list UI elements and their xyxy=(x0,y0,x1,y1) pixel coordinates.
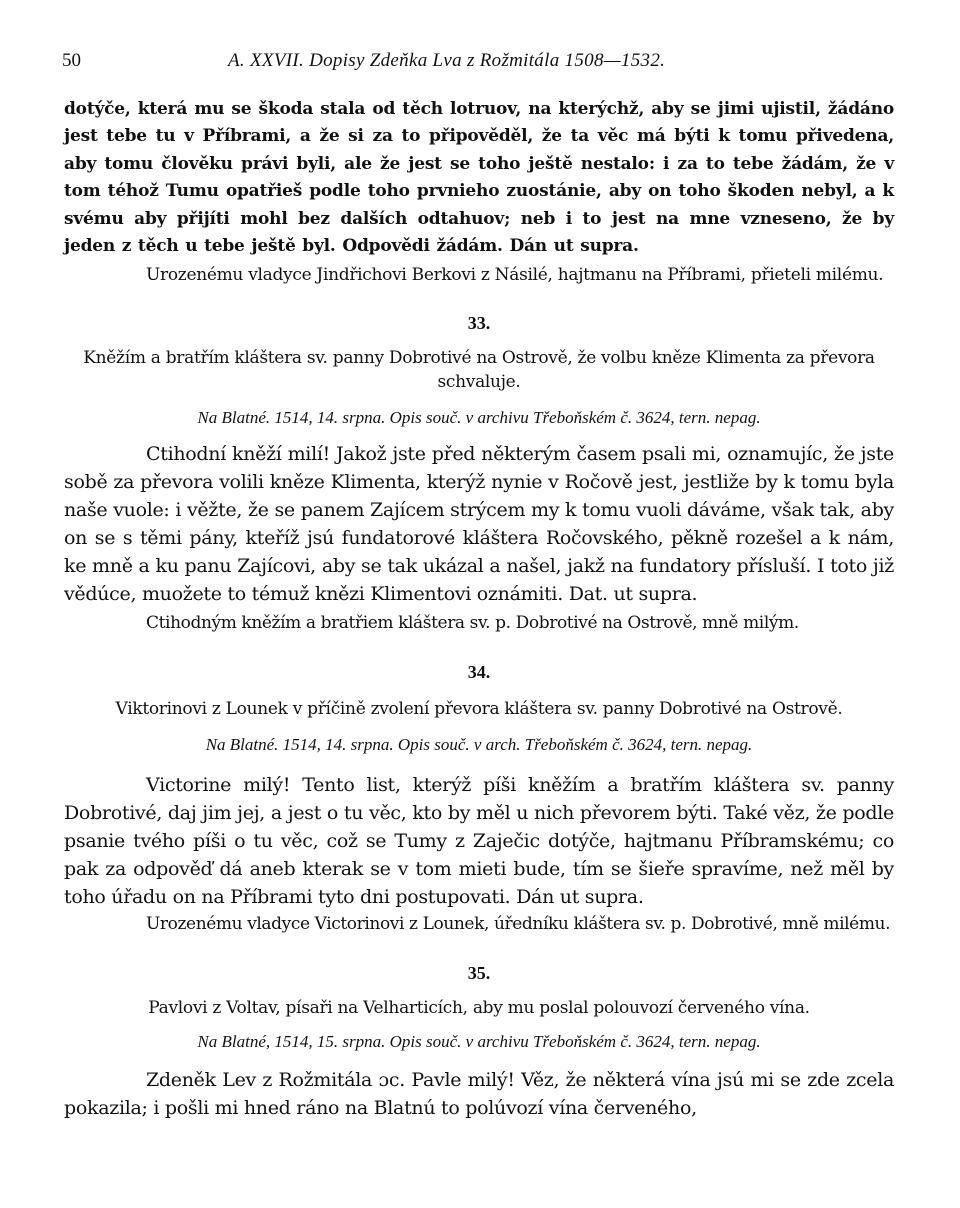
letter-address: Ctihodným kněžím a bratřiem kláštera sv. p. Dobrotivé na Ostrově, mně milým. xyxy=(146,613,799,634)
document-source: Na Blatné. 1514, 14. srpna. Opis souč. v archivu Třeboňském č. 3624, tern. nepag. xyxy=(197,408,761,428)
letter-text: Zdeněk Lev z Rožmitála ɔc. Pavle milý! Věz, že některá vína jsú mi se zde zcela pokazila; i pošli mi hned ráno na Blatnú to polúvozí vína červeného, xyxy=(64,1069,894,1120)
document-summary: Kněžím a bratřím kláštera sv. panny Dobrotivé na Ostrově, že volbu kněze Klimenta za převora schvaluje. xyxy=(83,348,875,393)
document-number: 35. xyxy=(467,963,491,984)
letter-address: Urozenému vladyce Jindřichovi Berkovi z Násilé, hajtmanu na Příbrami, přieteli milému. xyxy=(146,265,884,286)
document-source: Na Blatné. 1514, 14. srpna. Opis souč. v arch. Třeboňském č. 3624, tern. nepag. xyxy=(205,735,753,755)
document-number: 33. xyxy=(467,313,491,334)
running-header xyxy=(62,50,890,78)
document-summary: Viktorinovi z Lounek v příčině zvolení převora kláštera sv. panny Dobrotivé na Ostrově. xyxy=(115,699,843,720)
document-summary: Pavlovi z Voltav, písaři na Velharticích, aby mu poslal polouvozí červeného vína. xyxy=(148,998,810,1019)
document-source: Na Blatné, 1514, 15. srpna. Opis souč. v archivu Třeboňském č. 3624, tern. nepag. xyxy=(197,1032,761,1052)
letter-address: Urozenému vladyce Victorinovi z Lounek, úředníku kláštera sv. p. Dobrotivé, mně milému. xyxy=(146,914,891,935)
letter-text: Ctihodní kněží milí! Jakož jste před některým časem psali mi, oznamujíc, že jste sobě za převora volili kněze Klimenta, kterýž nynie v Ročově jest, jestliže by k tomu byla naše vuole: i věžte, že se panem Zajícem strýcem my k tomu vuoli dáváme, však tak, aby on se s těmi pány, kteříž jsú fundatorové kláštera Ročovského, pěkně rozešel a k nám, ke mně a ku panu Zajícovi, aby se tak ukázal a našel, jakž na fundatory přísluší. I toto již vědúce, muožete to témuž knězi Klimentovi oznámiti. Dat. ut supra. xyxy=(64,443,894,606)
running-title: A. XXVII. Dopisy Zdeňka Lva z Rožmitála 1508—1532. xyxy=(228,50,666,71)
continuation-paragraph: dotýče, která mu se škoda stala od těch lotruov, na kterýchž, aby se jimi ujistil, žádáno jest tebe tu v Příbrami, a že si za to připověděl, že ta věc má býti k tomu přivedena, aby tomu člověku právi byli, ale že jest se toho ještě nestalo: i za to tebe žádám, že v tom téhož Tumu opatřieš podle toho prvnieho zuostánie, aby on toho škoden nebyl, a k svému aby přijíti mohl bez dalších odtahuov; neb i to jest na mne vzneseno, že by jeden z těch u tebe ještě byl. Odpovědi žádám. Dán ut supra. xyxy=(64,99,894,257)
page-number: 50 xyxy=(62,50,81,71)
page-body xyxy=(64,96,894,1122)
document-number: 34. xyxy=(467,662,491,683)
letter-text: Victorine milý! Tento list, kterýž píši kněžím a bratřím kláštera sv. panny Dobrotivé, daj jim jej, a jest o tu věc, kto by měl u nich převorem býti. Také věz, že podle psanie tvého píši o tu věc, což se Tumy z Zaječic dotýče, hajtmanu Příbramskému; co pak za odpověď dá aneb kterak se v tom mieti bude, tím se šieře spravíme, než měl by toho úřadu on na Příbrami tyto dni postupovati. Dán ut supra. xyxy=(64,774,894,909)
